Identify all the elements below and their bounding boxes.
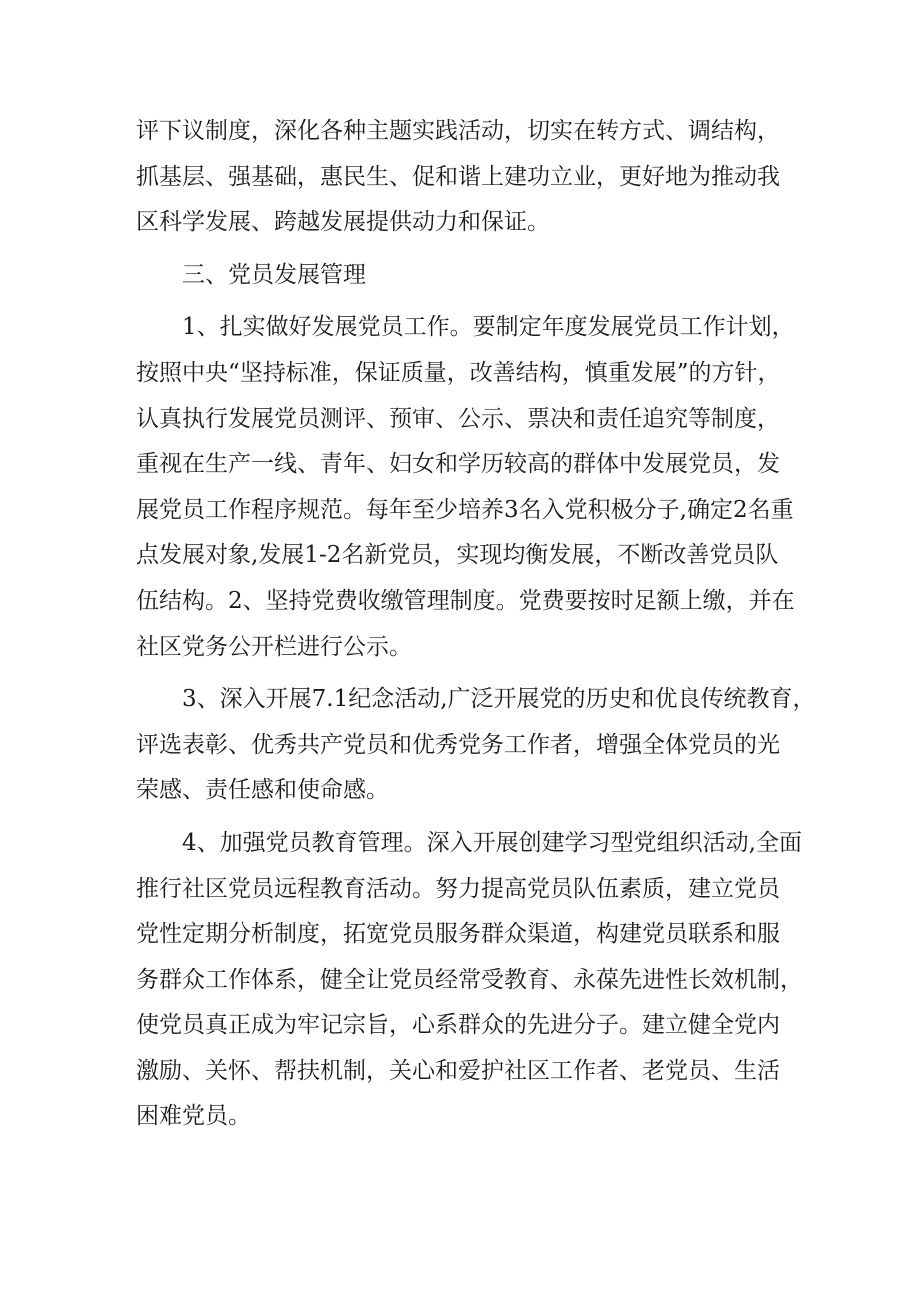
text-line: 评下议制度，深化各种主题实践活动，切实在转方式、调结构，: [136, 118, 780, 144]
text-line: 按照中央“坚持标准，保证质量，改善结构，慎重发展”的方针，: [136, 359, 781, 386]
paragraph-education-management: [136, 821, 803, 1140]
heading-text: 三、党员发展管理: [182, 261, 366, 288]
text-line: 务群众工作体系，健全让党员经常受教育、永葆先进性长效机制，: [136, 966, 803, 993]
document-body: [136, 109, 816, 1140]
text-line: 点发展对象,发展1-2名新党员，实现均衡发展，不断改善党员队: [136, 542, 779, 569]
text-line: 区科学发展、跨越发展提供动力和保证。: [136, 209, 550, 236]
text-line: 认真执行发展党员测评、预审、公示、票决和责任追究等制度，: [136, 405, 780, 432]
text-line: 1、扎实做好发展党员工作。要制定年度发展党员工作计划，: [182, 314, 795, 341]
text-line: 激励、关怀、帮扶机制，关心和爱护社区工作者、老党员、生活: [136, 1057, 780, 1084]
text-line: 3、深入开展7.1纪念活动,广泛开展党的历史和优良传统教育，: [182, 686, 816, 713]
text-line: 重视在生产一线、青年、妇女和学历较高的群体中发展党员，发: [136, 451, 780, 478]
text-line: 4、加强党员教育管理。深入开展创建学习型党组织活动,全面: [182, 829, 802, 856]
text-line: 使党员真正成为牢记宗旨，心系群众的先进分子。建立健全党内: [136, 1012, 780, 1039]
text-line: 伍结构。2、坚持党费收缴管理制度。党费要按时足额上缴，并在: [136, 587, 795, 614]
text-line: 推行社区党员远程教育活动。努力提高党员队伍素质，建立党员: [136, 875, 780, 902]
text-line: 社区党务公开栏进行公示。: [136, 633, 412, 660]
paragraph-party-member-development: [136, 305, 796, 670]
text-line: 荣感、责任感和使命感。: [136, 777, 389, 804]
paragraph-continuation: [136, 109, 796, 246]
text-line: 抓基层、强基础，惠民生、促和谐上建功立业，更好地为推动我: [136, 163, 780, 190]
text-line: 困难党员。: [136, 1103, 251, 1130]
paragraph-commemoration: [136, 677, 816, 814]
text-line: 评选表彰、优秀共产党员和优秀党务工作者，增强全体党员的光: [136, 731, 780, 758]
text-line: 党性定期分析制度，拓宽党员服务群众渠道，构建党员联系和服: [136, 921, 780, 948]
text-line: 展党员工作程序规范。每年至少培养3名入党积极分子,确定2名重: [136, 496, 794, 523]
section-heading: [136, 253, 796, 299]
